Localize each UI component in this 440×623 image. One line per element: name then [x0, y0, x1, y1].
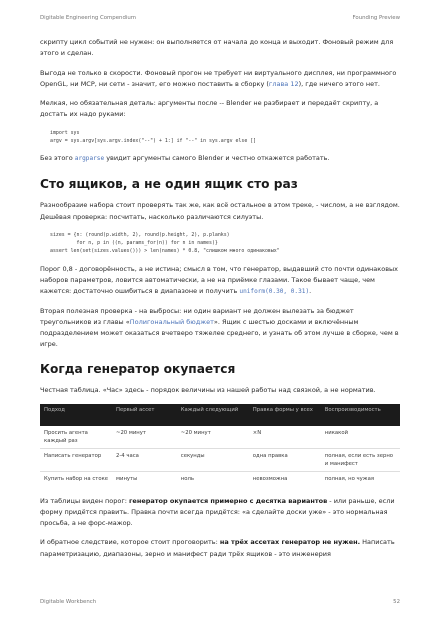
- paragraph: [40, 68, 402, 91]
- table-cell: ноль: [180, 476, 195, 483]
- text: увидит аргументы самого Blender и честно откажется работать.: [104, 154, 330, 163]
- inline-code: argparse: [74, 155, 105, 163]
- table-cell: одна правка: [249, 449, 321, 472]
- table-cell: секунды: [177, 449, 249, 472]
- table-cell: Просить агента каждый раз: [40, 426, 112, 449]
- emphasis: генератор окупается примерно с десятка вариантов: [129, 496, 328, 505]
- table-cell: полная, если есть зерно и манифест: [321, 449, 400, 472]
- table-cell: невозможна: [252, 476, 288, 483]
- running-header: [40, 15, 400, 21]
- text: И обратное следствие, которое стоит проговорить:: [40, 538, 220, 547]
- table-cell: никакой: [321, 426, 400, 449]
- text: ». Ящик с шестью досками и включённым подразделением может оказаться вчетверо тяжелее среднего, и узнать об этом лучше в сборке, чем в игре.: [40, 317, 399, 349]
- paragraph: [40, 306, 402, 351]
- chapter-link[interactable]: глава 12: [268, 79, 299, 88]
- table-row: [40, 426, 400, 449]
- table-cell: минуты: [116, 476, 138, 483]
- header-edition: Founding Preview: [352, 15, 400, 21]
- section-heading: Когда генератор окупается: [40, 361, 236, 376]
- column-header: Правка формы у всех: [249, 404, 321, 426]
- table-cell: полная, но чужая: [324, 476, 375, 483]
- section-heading: Сто ящиков, а не один ящик сто раз: [40, 177, 298, 192]
- table-cell: ~20 минут: [112, 426, 177, 449]
- text: Вторая полезная проверка - на выбросы: ни один вариант не должен вылезать за бюджет треугольников из главы «: [40, 306, 354, 326]
- column-header: Подход: [40, 404, 112, 426]
- text: Написать параметризацию, диапазоны, зерно и манифест ради трёх ящиков - это инженерия: [40, 538, 395, 558]
- chapter-link[interactable]: Полигональный бюджет: [129, 317, 214, 326]
- code-block: sizes = {n: (round(p.width, 2), round(p.height, 2), p.planks) for n, p in ((n, params_for(n)) for n in names)} assert len(set(sizes.values())) > len(names) * 0.8, "слишком много одинаковых": [50, 232, 280, 255]
- text: .: [309, 287, 312, 296]
- column-header: Воспроизводимость: [321, 404, 400, 426]
- table-cell: ~20 минут: [177, 426, 249, 449]
- table-cell: 2-4 часа: [112, 449, 177, 472]
- footer-title: Digitable Workbench: [40, 599, 97, 605]
- running-footer: [40, 599, 400, 605]
- paragraph: Разнообразие набора стоит проверять так же, как всё остальное в этом треке, - числом, а не взглядом. Дешёвая проверка: посчитать, насколько различаются силуэты.: [40, 201, 400, 221]
- comparison-table: [40, 404, 400, 487]
- column-header: Первый ассет: [112, 404, 177, 426]
- paragraph: [40, 537, 402, 560]
- paragraph: Мелкая, но обязательная деталь: аргументы после -- Blender не разбирает и передаёт скрипту, а достать их надо руками:: [40, 99, 379, 119]
- text: Выгода не только в скорости. Фоновый прогон не требует ни виртуального дисплея, ни программного OpenGL, ни MCP, ни сети - значит, его можно поставить в сборку (: [40, 68, 397, 88]
- table-cell: Купить набор на стоке: [44, 476, 109, 483]
- table-cell: Написать генератор: [40, 449, 112, 472]
- emphasis: на трёх ассетах генератор не нужен.: [219, 538, 361, 547]
- paragraph: [40, 153, 402, 164]
- paragraph: [40, 264, 402, 298]
- table-row: [40, 449, 400, 472]
- text: ), где ничего этого нет.: [298, 79, 380, 88]
- table-cell: ×N: [249, 426, 321, 449]
- code-block: import sys argv = sys.argv[sys.argv.index("--") + 1:] if "--" in sys.argv else []: [50, 129, 257, 144]
- text: - или раньше, если форму придётся править. Правка почти всегда придётся: «а сделайте доски уже» - это нормальная просьба, а не форс-мажор.: [40, 496, 395, 528]
- page-body: [40, 37, 402, 568]
- page-number: 52: [393, 599, 400, 605]
- text: Из таблицы виден порог:: [40, 496, 130, 505]
- table-row: [40, 472, 400, 487]
- table-header-row: [40, 404, 400, 426]
- header-title: Digitable Engineering Compendium: [40, 15, 137, 21]
- paragraph: Честная таблица. «Час» здесь - порядок величины из нашей работы над связкой, а не норматив.: [40, 385, 376, 394]
- inline-code: uniform(0.30, 0.31): [239, 288, 310, 296]
- text: Порог 0,8 - договорённость, а не истина; смысл в том, что генератор, выдавший сто почти одинаковых наборов параметров, ловится автоматически, а не на приёмке глазами. Такое бывает чаще, чем кажется: достаточно ошибиться в диапазоне и получить: [40, 264, 399, 296]
- column-header: Каждый следующий: [177, 404, 249, 426]
- text: Без этого: [40, 154, 75, 163]
- paragraph: [40, 496, 402, 530]
- paragraph: скрипту цикл событий не нужен: он выполняется от начала до конца и выходит. Фоновый режим для этого и сделан.: [40, 38, 394, 58]
